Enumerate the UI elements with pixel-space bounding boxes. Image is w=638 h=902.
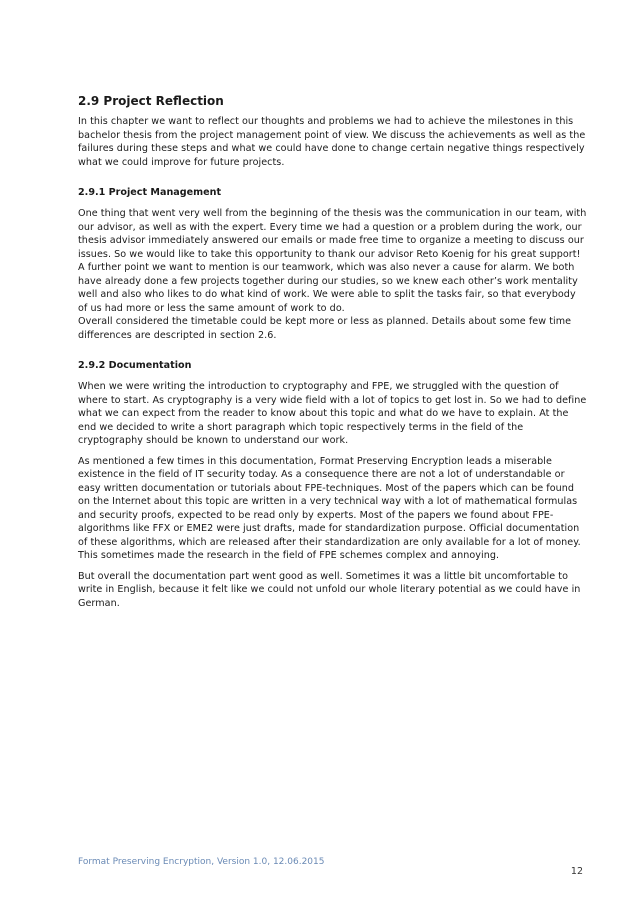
documentation-paragraph-1: When we were writing the introduction to cryptography and FPE, we struggled with the question of where to start. As cryptography is a very wide field with a lot of topics to get lost in. So we had to define what we can expect from the reader to know about this topic and what do we have to explain. At the end we decided to write a short paragraph which topic respectively terms in the field of the cryptography should be known to understand our work. [78, 381, 587, 446]
footer-document-info: Format Preserving Encryption, Version 1.0, 12.06.2015 [78, 857, 325, 867]
section-intro-paragraph: In this chapter we want to reflect our thoughts and problems we had to achieve the milestones in this bachelor thesis from the project management point of view. We discuss the achievements as well as the failures during these steps and what we could have done to change certain negative things respectively what we could improve for future projects. [78, 116, 586, 168]
subsection-title-project-management: 2.9.1 Project Management [78, 187, 222, 198]
project-management-paragraph-3: Overall considered the timetable could be kept more or less as planned. Details about some few time differences are descripted in section 2.6. [78, 316, 572, 341]
subsection-title-documentation: 2.9.2 Documentation [78, 360, 192, 371]
footer-page-number: 12 [570, 866, 583, 877]
project-management-paragraph-2: A further point we want to mention is our teamwork, which was also never a cause for alarm. We both have already done a few projects together during our studies, so we knew each other’s work mentality well and also who likes to do what kind of work. We were able to split the tasks fair, so that everybody of us had more or less the same amount of work to do. [78, 262, 578, 314]
project-management-paragraph-1: One thing that went very well from the beginning of the thesis was the communication in our team, with our advisor, as well as with the expert. Every time we had a question or a problem during the work, our thesis advisor immediately answered our emails or made free time to organize a meeting to discuss our issues. So we would like to take this opportunity to thank our advisor Reto Koenig for his great support! [78, 208, 587, 260]
page-content [78, 93, 588, 610]
documentation-paragraph-3: But overall the documentation part went good as well. Sometimes it was a little bit uncomfortable to write in English, because it felt like we could not unfold our whole literary potential as we could have in German. [78, 570, 581, 609]
documentation-paragraph-2: As mentioned a few times in this documentation, Format Preserving Encryption leads a miserable existence in the field of IT security today. As a consequence there are not a lot of understandable or easy written documentation or tutorials about FPE-techniques. Most of the papers which can be found on the Internet about this topic are written in a very technical way with a lot of mathematical formulas and security proofs, expected to be read only by experts. Most of the papers we found about FPE-algorithms like FFX or EME2 were just drafts, made for standardization purpose. Official documentation of these algorithms, which are released after their standardization are only available for a lot of money. This sometimes made the research in the field of FPE schemes complex and annoying. [78, 455, 581, 561]
section-title: 2.9 Project Reflection [78, 94, 224, 108]
